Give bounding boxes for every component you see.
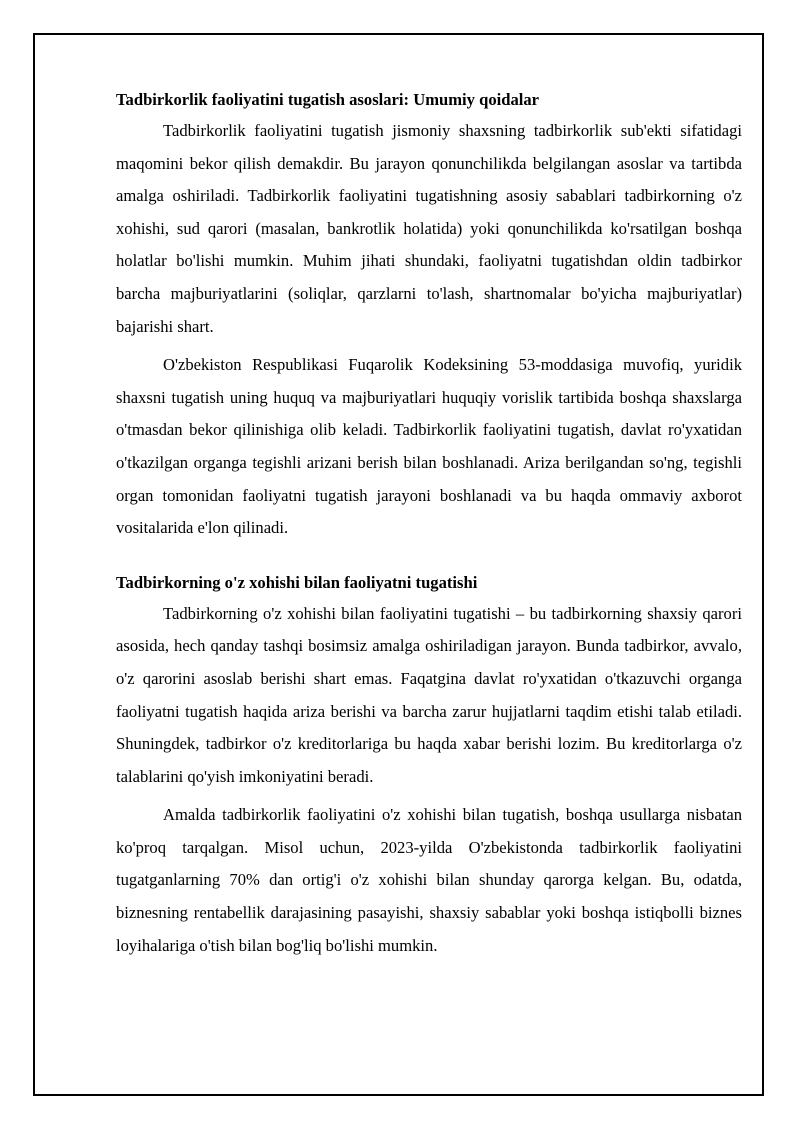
paragraph: O'zbekiston Respublikasi Fuqarolik Kodeksining 53-moddasiga muvofiq, yuridik shaxsni tugatish uning huquq va majburiyatlari huquqiy vorislik tartibida boshqa shaxslarga o'tmasdan bekor qilinishiga olib keladi. Tadbirkorlik faoliyatini tugatish, davlat ro'yxatidan o'tkazilgan organga tegishli arizani berish bilan boshlanadi. Ariza berilgandan so'ng, tegishli organ tomonidan faoliyatni tugatish jarayoni boshlanadi va bu haqda ommaviy axborot vositalarida e'lon qilinadi. xyxy=(116,355,742,538)
paragraph: Amalda tadbirkorlik faoliyatini o'z xohishi bilan tugatish, boshqa usullarga nisbatan ko'proq tarqalgan. Misol uchun, 2023-yilda O'zbekistonda tadbirkorlik faoliyatini tugatganlarning 70% dan ortig'i o'z xohishi bilan shunday qarorga kelgan. Bu, odatda, biznesning rentabellik darajasining pasayishi, shaxsiy sabablar yoki boshqa istiqbolli biznes loyihalariga o'tish bilan bog'liq bo'lishi mumkin. xyxy=(116,805,742,955)
document-body xyxy=(116,86,742,968)
paragraph: Tadbirkorlik faoliyatini tugatish jismoniy shaxsning tadbirkorlik sub'ekti sifatidagi maqomini bekor qilish demakdir. Bu jarayon qonunchilikda belgilangan asoslar va tartibda amalga oshiriladi. Tadbirkorlik faoliyatini tugatishning asosiy sabablari tadbirkorning o'z xohishi, sud qarori (masalan, bankrotlik holatida) yoki qonunchilikda ko'rsatilgan boshqa holatlar bo'lishi mumkin. Muhim jihati shundaki, faoliyatni tugatishdan oldin tadbirkor barcha majburiyatlarini (soliqlar, qarzlarni to'lash, shartnomalar bo'yicha majburiyatlar) bajarishi shart. xyxy=(116,121,742,336)
section-heading-voluntary-termination: Tadbirkorning o'z xohishi bilan faoliyatni tugatishi xyxy=(116,572,478,592)
section-heading-general-rules: Tadbirkorlik faoliyatini tugatish asoslari: Umumiy qoidalar xyxy=(116,90,540,109)
paragraph: Tadbirkorning o'z xohishi bilan faoliyatini tugatishi – bu tadbirkorning shaxsiy qarori asosida, hech qanday tashqi bosimsiz amalga oshiriladigan jarayon. Bunda tadbirkor, avvalo, o'z qarorini asoslab berishi shart emas. Faqatgina davlat ro'yxatidan o'tkazuvchi organga faoliyatni tugatish haqida ariza berishi va barcha zarur hujjatlarni taqdim etishi talab etiladi. Shuningdek, tadbirkor o'z kreditorlariga bu haqda xabar berishi lozim. Bu kreditorlarga o'z talablarini qo'yish imkoniyatini beradi. xyxy=(116,603,742,786)
